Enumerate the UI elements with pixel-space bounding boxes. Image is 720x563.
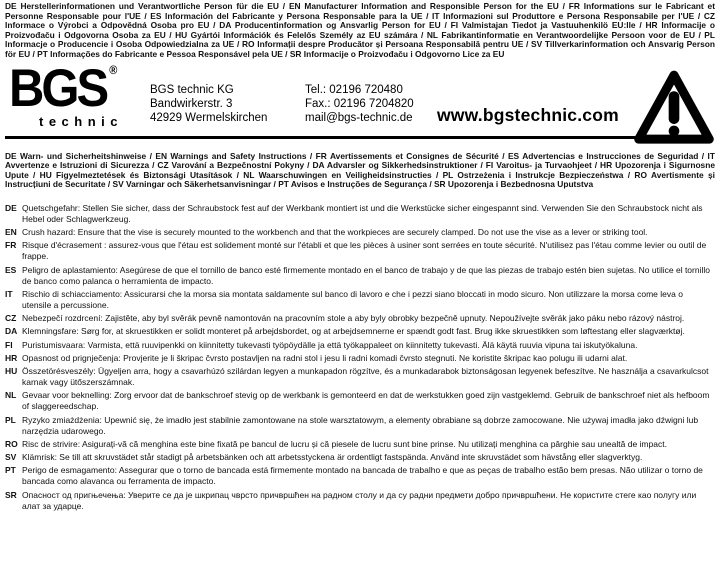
instruction-row-da xyxy=(5,326,715,337)
instruction-text: Ryzyko zmiażdżenia: Upewnić się, że imadło jest stabilnie zamontowane na stole warsztatowym, a elementy obrabiane są dobrze zamocowane. Nie używaj imadła jako dźwigni lub narzędzia udarowego. xyxy=(22,414,699,436)
company-contact xyxy=(305,83,414,125)
company-street: Bandwirkerstr. 3 xyxy=(150,97,233,110)
language-code-label: IT xyxy=(5,288,13,299)
bgs-logo xyxy=(9,59,149,129)
instruction-text: Perigo de esmagamento: Assegurar que o torno de bancada está firmemente montado na bancada de trabalho e que as peças de trabalho estão bem presas. Não utilizar o torno de bancada como alavanca ou ferramenta de impacto. xyxy=(22,465,703,487)
instruction-row-hr xyxy=(5,353,715,364)
instruction-row-fr xyxy=(5,240,715,262)
instruction-text: Klemningsfare: Sørg for, at skruestikken er solidt monteret på arbejdsbordet, og at arbejdsemnerne er spændt godt fast. Brug ikke skruestikken som løftestang eller slagværktøj. xyxy=(22,326,685,337)
company-city: 42929 Wermelskirchen xyxy=(150,111,268,124)
language-code-label: HR xyxy=(5,352,18,363)
instruction-row-hu xyxy=(5,366,715,388)
language-code-label: FI xyxy=(5,339,13,350)
language-code-label: PL xyxy=(5,414,16,425)
instruction-text: Opasnost od prignječenja: Provjerite je li škripac čvrsto postavljen na radni stol i jesu li radni komadi čvrsto stegnuti. Ne koristite škripac kao polugu ili udarni alat. xyxy=(22,352,628,363)
warnings-header: DE Warn- und Sicherheitshinweise / EN Warnings and Safety Instructions / FR Avertissements et Consignes de Sécurité / ES Advertencias e Instrucciones de Seguridad / IT Avvertenze e Istruzioni di Sicurezza / CZ Varování a Bezpečnostní Pokyny / DA Advarsler og Sikkerhedsinstruktioner / FI Varoitus- ja Turvaohjeet / HR Upozorenja i Sigurnosne Upute / HU Figyelmeztetések és Biztonsági Utasítások / NL Waarschuwingen en Veiligheidsinstructies / PL Ostrzeżenia i Instrukcje Bezpieczeństwa / RO Avertismente și Instrucțiuni de Securitate / SV Varningar och Säkerhetsanvisningar / PT Avisos e Instruções de Segurança / SR Upozorenja i Bezbednosna Uputstva xyxy=(5,150,715,190)
instruction-text: Rischio di schiacciamento: Assicurarsi che la morsa sia montata saldamente sul banco di lavoro e che i pezzi siano bloccati in modo sicuro. Non utilizzare la morsa come leva o utensile a percussione. xyxy=(22,288,683,310)
registered-trademark-icon: ® xyxy=(109,63,118,77)
instruction-row-es xyxy=(5,265,715,287)
instruction-row-it xyxy=(5,289,715,311)
instruction-text: Опасност од пригњечења: Уверите се да је шкрипац чврсто причвршћен на радном столу и да су радни предмети добро причвршћени. Не користите стеге као полугу или алат за ударце. xyxy=(22,489,697,511)
instruction-text: Quetschgefahr: Stellen Sie sicher, dass der Schraubstock fest auf der Werkbank montiert ist und die Werkstücke sicher eingespannt sind. Verwenden Sie den Schraubstock nicht als Hebel oder Schlagwerkzeug. xyxy=(22,202,703,224)
instruction-text: Gevaar voor beknelling: Zorg ervoor dat de bankschroef stevig op de werkbank is gemonteerd en dat de werkstukken goed zijn vastgeklemd. Gebruik de bankschroef niet als hefboom of slaggereedschap. xyxy=(22,390,710,412)
divider-rule xyxy=(5,136,637,139)
company-email: mail@bgs-technic.de xyxy=(305,111,413,124)
instruction-row-cz xyxy=(5,313,715,324)
language-code-label: HU xyxy=(5,366,18,377)
company-section xyxy=(5,59,715,136)
warning-triangle-icon xyxy=(633,66,715,150)
logo-wordmark xyxy=(9,59,149,118)
instruction-text: Nebezpečí rozdrcení: Zajistěte, aby byl svěrák pevně namontován na pracovním stole a aby byly obrobky bezpečně upnuty. Nepoužívejte svěrák jako páku nebo rázový nástroj. xyxy=(22,313,685,324)
instruction-row-en xyxy=(5,227,715,238)
instruction-text: Crush hazard: Ensure that the vise is securely mounted to the workbench and that the workpieces are securely clamped. Do not use the vise as a lever or striking tool. xyxy=(22,227,648,238)
company-website: www.bgstechnic.com xyxy=(437,104,619,125)
instruction-row-pt xyxy=(5,465,715,487)
instruction-text: Puristumisvaara: Varmista, että ruuvipenkki on kiinnitetty tukevasti työpöydälle ja että työkappaleet on kiinnitetty tukevasti. Älä käytä ruuvia vipuna tai iskutyökaluna. xyxy=(22,339,638,350)
language-code-label: ES xyxy=(5,264,17,275)
language-code-label: DA xyxy=(5,326,18,337)
language-code-label: FR xyxy=(5,240,17,251)
company-tel: Tel.: 02196 720480 xyxy=(305,83,403,96)
language-code-label: CZ xyxy=(5,313,17,324)
language-code-label: SR xyxy=(5,489,17,500)
company-fax: Fax.: 02196 7204820 xyxy=(305,97,414,110)
language-code-label: NL xyxy=(5,390,17,401)
instruction-row-pl xyxy=(5,415,715,437)
language-code-label: SV xyxy=(5,452,17,463)
manufacturer-info-header: DE Herstellerinformationen und Verantwortliche Person für die EU / EN Manufacturer Information and Responsible Person for the EU / FR Informations sur le Fabricant et Personne Responsable pour l'UE / ES Información del Fabricante y Persona Responsable para la UE / IT Informazioni sul Produttore e Persona Responsabile per l'UE / CZ Informace o Výrobci a Odpovědná Osoba pro EU / DA Producentinformation og Ansvarlig Person for EU / FI Valmistajan Tiedot ja Vastuuhenkilö EU:lle / HR Informacije o Proizvođaču i Odgovorna Osoba za EU / HU Gyártói Információk és Felelős Személy az EU számára / NL Fabrikantinformatie en Verantwoordelijke Persoon voor de EU / PL Informacje o Producencie i Osoba Odpowiedzialna za UE / RO Informații despre Producător și Persoana Responsabilă pentru UE / SV Tillverkarinformation och Ansvarig Person för EU / PT Informações do Fabricante e Pessoa Responsável pela UE / SR Informacije o Proizvođaču i Odgovorno Lice za EU xyxy=(5,1,715,59)
company-name: BGS technic KG xyxy=(150,83,234,96)
instruction-row-sr xyxy=(5,490,715,512)
language-code-label: RO xyxy=(5,438,18,449)
company-address xyxy=(150,83,267,125)
instruction-row-fi xyxy=(5,340,715,351)
instruction-text: Peligro de aplastamiento: Asegúrese de que el tornillo de banco esté firmemente montado en el banco de trabajo y de que las piezas de trabajo estén bien sujetas. No utilice el tornillo de banco como palanca o herramienta de impacto. xyxy=(22,264,710,286)
language-code-label: DE xyxy=(5,202,17,213)
instructions-list xyxy=(5,203,715,512)
instruction-row-nl xyxy=(5,390,715,412)
instruction-row-ro xyxy=(5,439,715,450)
instruction-text: Összetörésveszély: Ügyeljen arra, hogy a csavarhúzó szilárdan legyen a munkapadon rögzítve, és a munkadarabok biztonságosan legyenek befeszítve. Ne használja a csavarkulcsot karnak vagy ütőszerszámnak. xyxy=(22,366,709,388)
language-code-label: PT xyxy=(5,465,16,476)
logo-subtext: technic xyxy=(39,113,124,129)
instruction-row-sv xyxy=(5,452,715,463)
language-code-label: EN xyxy=(5,227,17,238)
instruction-text: Risque d'écrasement : assurez-vous que l'étau est solidement monté sur l'établi et que les pièces à usiner sont serrées en toute sécurité. N'utilisez pas l'étau comme levier ou outil de frappe. xyxy=(22,240,707,262)
instruction-text: Klämrisk: Se till att skruvstädet står stadigt på arbetsbänken och att arbetsstyckena är ordentligt fastspända. Använd inte skruvstädet som hävstång eller slagverktyg. xyxy=(22,452,643,463)
instruction-text: Risc de strivire: Asigurați-vă că menghina este bine fixată pe bancul de lucru și că piesele de lucru sunt bine prinse. Nu utilizați menghina ca pârghie sau unealtă de impact. xyxy=(22,438,667,449)
instruction-row-de xyxy=(5,203,715,225)
logo-text: BGS xyxy=(9,59,107,118)
